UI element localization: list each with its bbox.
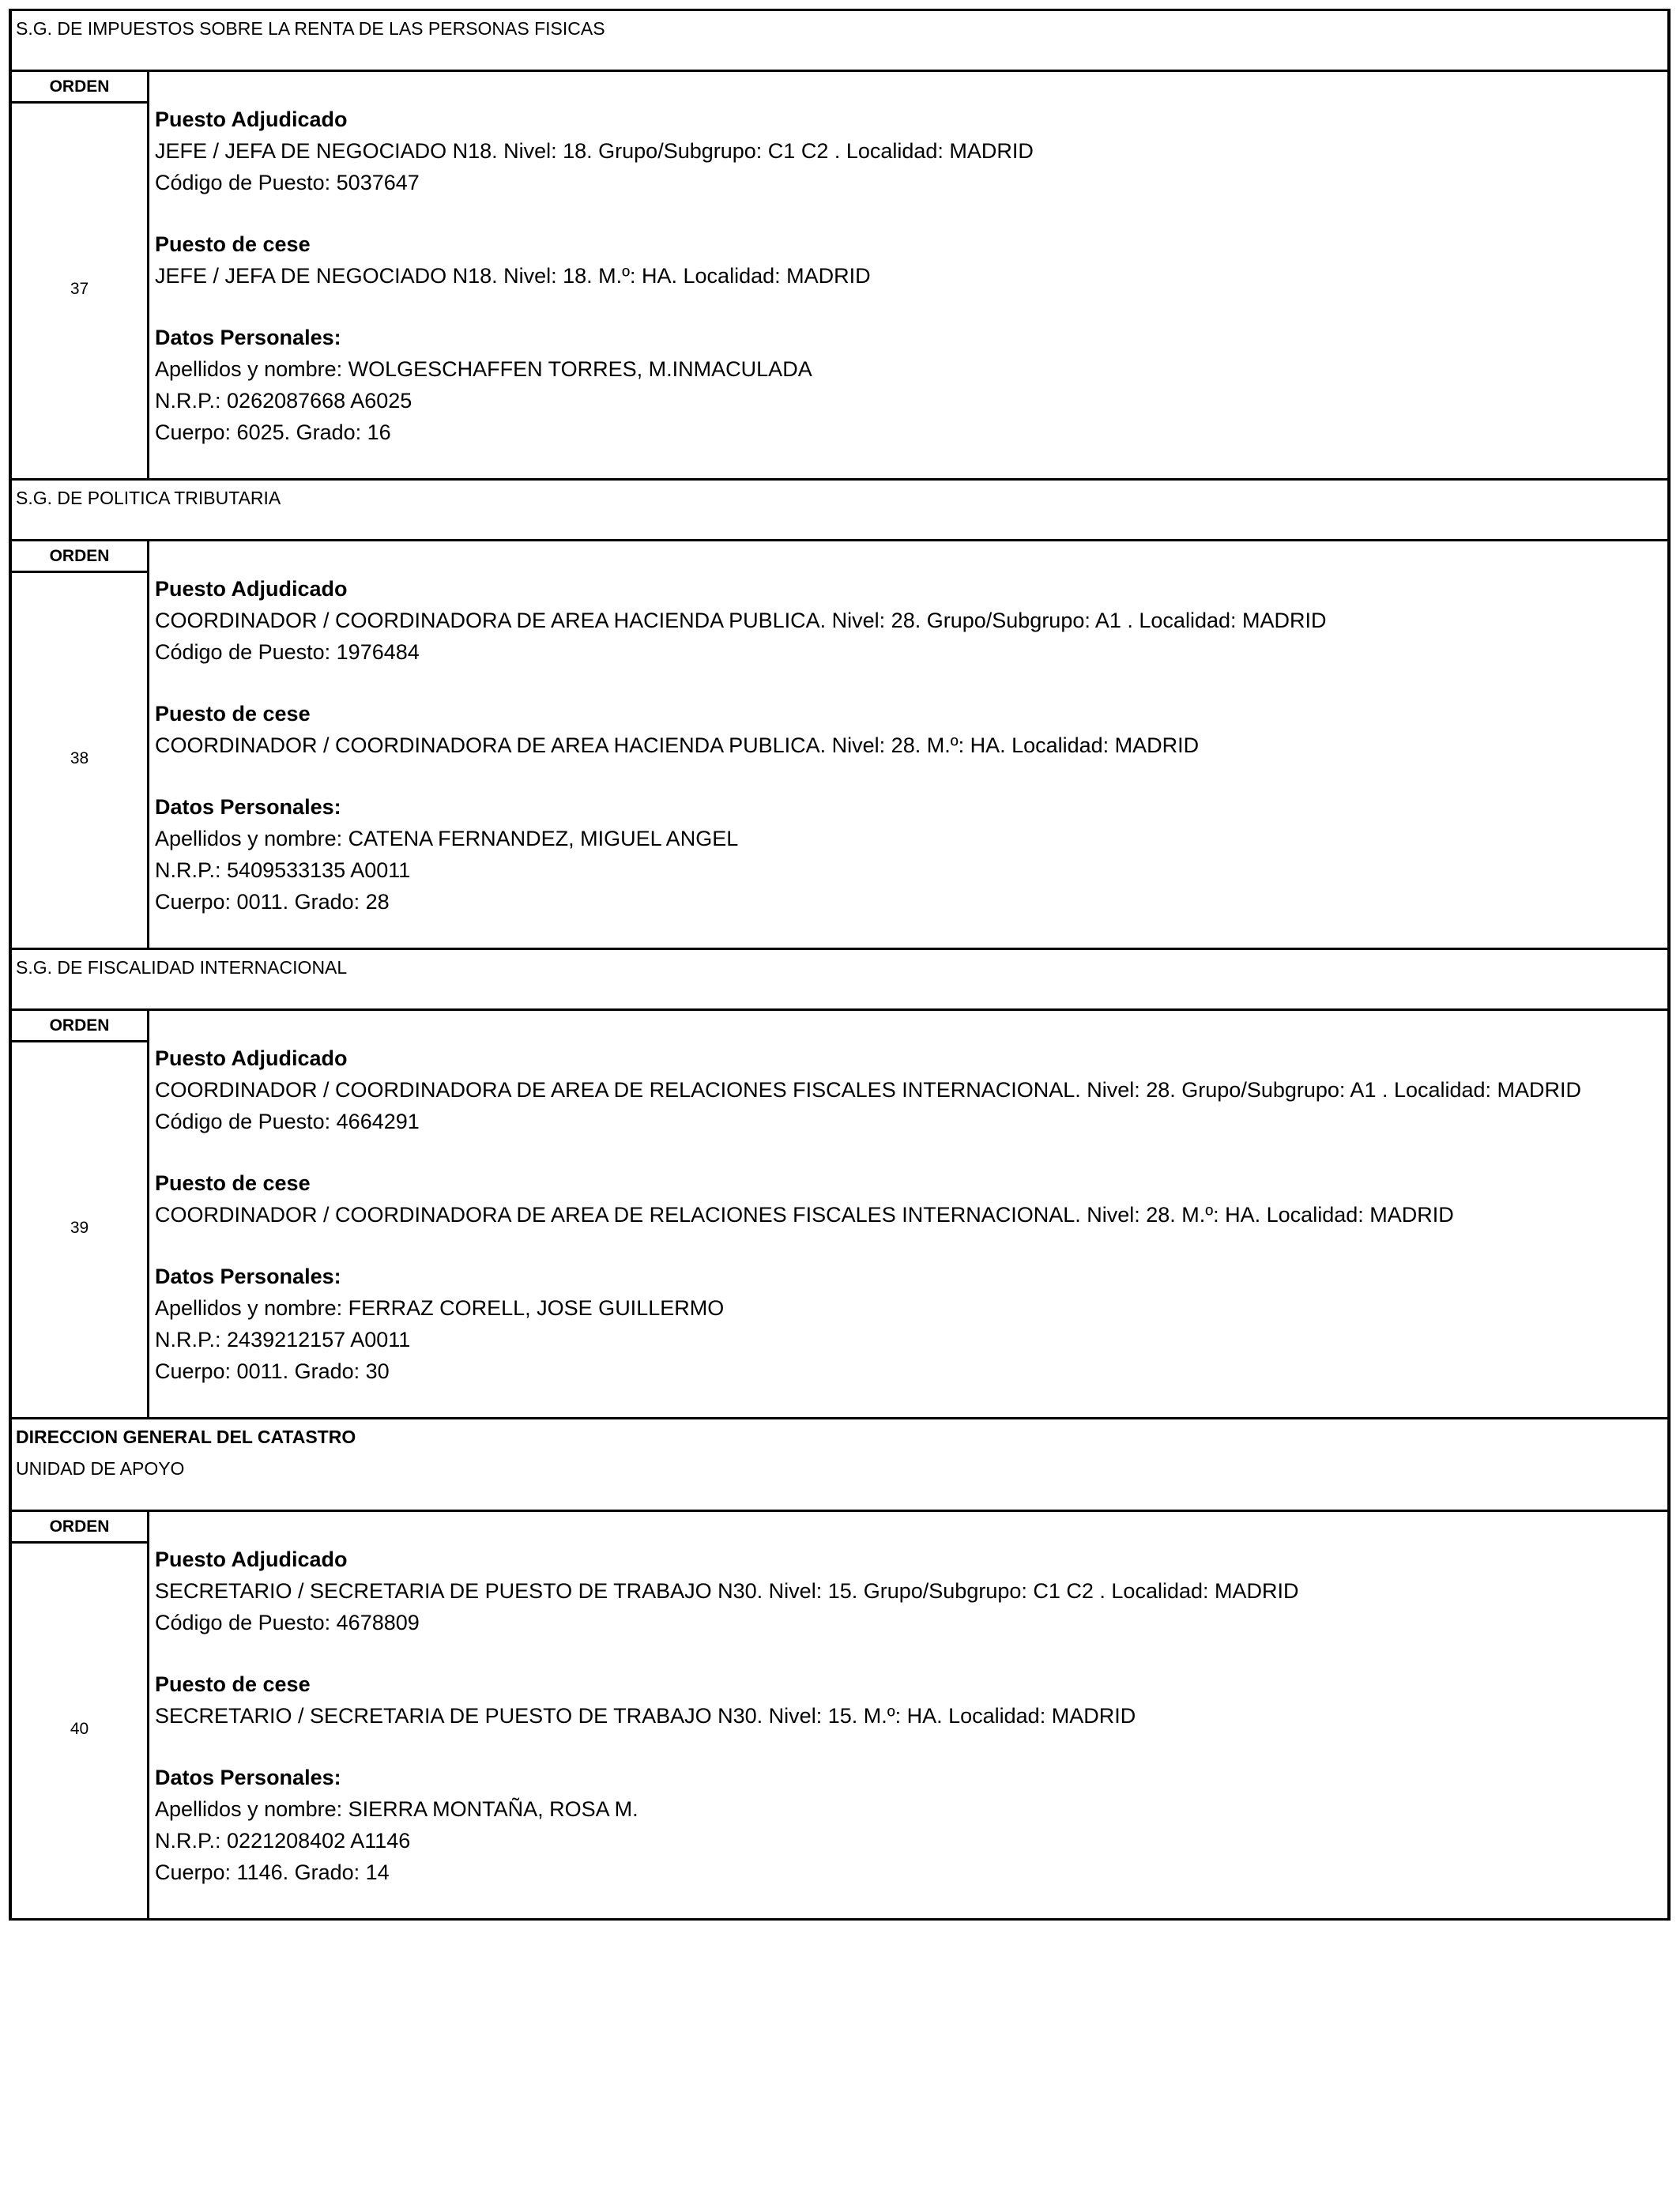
person-nrp: N.R.P.: 2439212157 A0011 xyxy=(155,1328,411,1351)
person-name: Apellidos y nombre: WOLGESCHAFFEN TORRES, M.INMACULADA xyxy=(155,357,812,381)
cese-position: SECRETARIO / SECRETARIA DE PUESTO DE TRABAJO N30. Nivel: 15. M.º: HA. Localidad: MADRID xyxy=(155,1704,1136,1728)
directorate-title: DIRECCION GENERAL DEL CATASTRO xyxy=(16,1427,356,1447)
person-cuerpo: Cuerpo: 6025. Grado: 16 xyxy=(155,420,391,444)
cese-position: COORDINADOR / COORDINADORA DE AREA DE RELACIONES FISCALES INTERNACIONAL. Nivel: 28. M.º: HA. Localidad: MADRID xyxy=(155,1203,1454,1227)
unit-block xyxy=(12,9,1667,478)
unit-header xyxy=(12,1419,1667,1512)
order-column xyxy=(12,541,149,948)
adjudicado-heading: Puesto Adjudicado xyxy=(155,1547,348,1571)
unit-header xyxy=(12,481,1667,541)
entry-details xyxy=(155,573,1659,918)
order-column xyxy=(12,72,149,478)
personal-data-heading: Datos Personales: xyxy=(155,1265,341,1288)
order-header: ORDEN xyxy=(12,1512,147,1544)
adjudicado-heading: Puesto Adjudicado xyxy=(155,107,348,131)
order-number: 38 xyxy=(70,749,89,767)
cese-position: COORDINADOR / COORDINADORA DE AREA HACIENDA PUBLICA. Nivel: 28. M.º: HA. Localidad: MADRID xyxy=(155,733,1200,757)
cese-heading: Puesto de cese xyxy=(155,232,311,256)
personal-data-heading: Datos Personales: xyxy=(155,1766,341,1789)
cese-heading: Puesto de cese xyxy=(155,702,311,726)
cese-heading: Puesto de cese xyxy=(155,1171,311,1195)
allocation-entry xyxy=(12,541,1667,948)
allocation-entry xyxy=(12,1512,1667,1918)
allocation-entry xyxy=(12,1011,1667,1417)
personal-data-heading: Datos Personales: xyxy=(155,326,341,349)
person-nrp: N.R.P.: 0262087668 A6025 xyxy=(155,389,412,413)
person-cuerpo: Cuerpo: 0011. Grado: 30 xyxy=(155,1359,390,1383)
order-header: ORDEN xyxy=(12,541,147,573)
adjudicado-position: SECRETARIO / SECRETARIA DE PUESTO DE TRABAJO N30. Nivel: 15. Grupo/Subgrupo: C1 C2 . Localidad: MADRID xyxy=(155,1579,1299,1603)
order-number: 40 xyxy=(70,1720,89,1738)
order-column xyxy=(12,1512,149,1918)
unit-title: S.G. DE POLITICA TRIBUTARIA xyxy=(16,488,281,508)
unit-header xyxy=(12,11,1667,72)
position-code: Código de Puesto: 4664291 xyxy=(155,1110,420,1133)
order-number: 39 xyxy=(70,1219,89,1237)
unit-title: S.G. DE IMPUESTOS SOBRE LA RENTA DE LAS PERSONAS FISICAS xyxy=(16,18,605,39)
personal-data-heading: Datos Personales: xyxy=(155,795,341,819)
adjudicado-position: JEFE / JEFA DE NEGOCIADO N18. Nivel: 18. Grupo/Subgrupo: C1 C2 . Localidad: MADRID xyxy=(155,139,1034,163)
unit-block xyxy=(12,478,1667,948)
unit-block xyxy=(12,1417,1667,1921)
position-code: Código de Puesto: 1976484 xyxy=(155,640,420,664)
order-header: ORDEN xyxy=(12,1011,147,1042)
person-cuerpo: Cuerpo: 1146. Grado: 14 xyxy=(155,1860,390,1884)
adjudicado-heading: Puesto Adjudicado xyxy=(155,1046,348,1070)
entry-details xyxy=(155,1544,1659,1888)
person-name: Apellidos y nombre: CATENA FERNANDEZ, MIGUEL ANGEL xyxy=(155,827,739,850)
allocation-table xyxy=(9,9,1671,1921)
person-cuerpo: Cuerpo: 0011. Grado: 28 xyxy=(155,890,390,914)
unit-title: S.G. DE FISCALIDAD INTERNACIONAL xyxy=(16,957,348,978)
person-nrp: N.R.P.: 0221208402 A1146 xyxy=(155,1829,411,1853)
adjudicado-position: COORDINADOR / COORDINADORA DE AREA DE RELACIONES FISCALES INTERNACIONAL. Nivel: 28. Grupo/Subgrupo: A1 . Localidad: MADRID xyxy=(155,1078,1582,1102)
entry-details xyxy=(155,1042,1659,1387)
adjudicado-position: COORDINADOR / COORDINADORA DE AREA HACIENDA PUBLICA. Nivel: 28. Grupo/Subgrupo: A1 . Localidad: MADRID xyxy=(155,609,1327,632)
entry-details xyxy=(155,104,1659,448)
order-number: 37 xyxy=(70,280,89,298)
order-column xyxy=(12,1011,149,1417)
unit-header xyxy=(12,950,1667,1011)
allocation-entry xyxy=(12,72,1667,478)
person-name: Apellidos y nombre: SIERRA MONTAÑA, ROSA M. xyxy=(155,1797,638,1821)
position-code: Código de Puesto: 4678809 xyxy=(155,1611,420,1634)
person-name: Apellidos y nombre: FERRAZ CORELL, JOSE GUILLERMO xyxy=(155,1296,725,1320)
cese-heading: Puesto de cese xyxy=(155,1672,311,1696)
order-header: ORDEN xyxy=(12,72,147,104)
unit-title: UNIDAD DE APOYO xyxy=(16,1458,185,1479)
person-nrp: N.R.P.: 5409533135 A0011 xyxy=(155,858,411,882)
adjudicado-heading: Puesto Adjudicado xyxy=(155,577,348,601)
position-code: Código de Puesto: 5037647 xyxy=(155,171,420,194)
unit-block xyxy=(12,948,1667,1417)
cese-position: JEFE / JEFA DE NEGOCIADO N18. Nivel: 18. M.º: HA. Localidad: MADRID xyxy=(155,264,871,288)
